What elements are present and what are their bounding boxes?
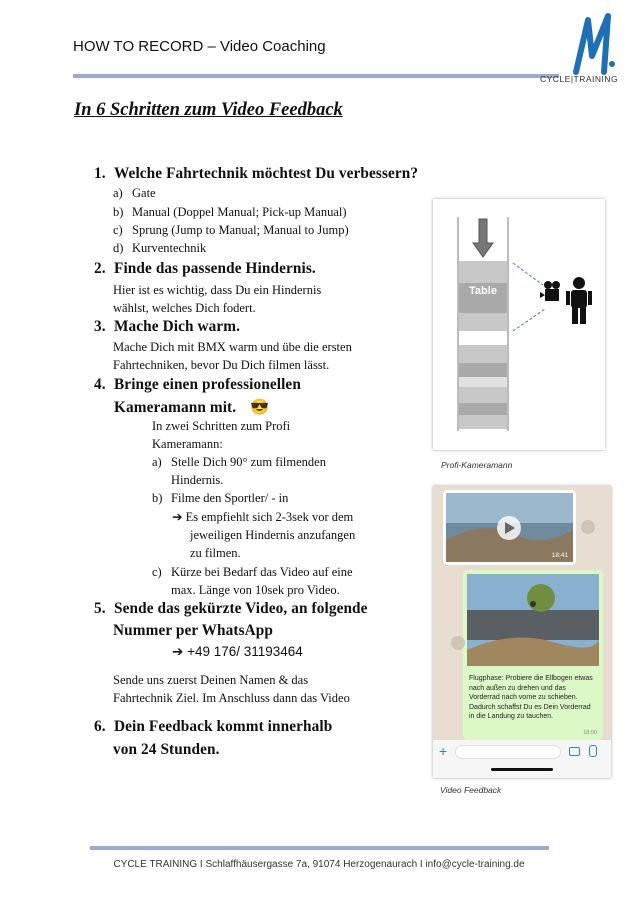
- header-title: HOW TO RECORD – Video Coaching: [73, 38, 326, 55]
- header-divider: [73, 74, 559, 78]
- step-3-body: Mache Dich mit BMX warm und übe die ersten Fahrtechniken, bevor Du Dich filmen lässt.: [113, 340, 352, 372]
- whatsapp-feedback-screenshot: [433, 486, 611, 778]
- video-duration: 18:41: [551, 552, 568, 559]
- forward-icon: [451, 636, 465, 650]
- video-message: [443, 490, 576, 565]
- footer-contact: CYCLE TRAINING I Schlaffhäusergasse 7a, 91074 Herzogenaurach I info@cycle-training.de: [113, 859, 525, 870]
- arrow-right-icon: ➔: [172, 510, 183, 524]
- step-5-body: Sende uns zuerst Deinen Namen & das Fahrtechnik Ziel. Im Anschluss dann das Video: [113, 673, 350, 705]
- list-item: a) Stelle Dich 90° zum filmenden Hindernis.: [152, 455, 326, 487]
- step-4-heading: 4. Bringe einen professionellen: [94, 376, 301, 393]
- chat-input-bar: [433, 740, 611, 778]
- step-5-heading-line2: Nummer per WhatsApp: [113, 622, 273, 639]
- step-number: 1.: [94, 165, 106, 182]
- list-item: d) Kurventechnik: [113, 241, 207, 255]
- figure-1-caption: Profi-Kameramann: [441, 460, 513, 470]
- step-5-heading: 5. Sende das gekürzte Video, an folgende: [94, 600, 368, 617]
- phone-number: ➔ +49 176/ 31193464: [172, 644, 303, 659]
- forward-icon: [581, 520, 595, 534]
- footer-divider: [90, 846, 549, 850]
- step-4-note: ➔ Es empfiehlt sich 2-3sek vor dem jeweiligen Hindernis anzufangen zu filmen.: [172, 510, 356, 560]
- step-3-heading: 3. Mache Dich warm.: [94, 318, 241, 335]
- step-2-body: Hier ist es wichtig, dass Du ein Hindernis wählst, welches Dich fodert.: [113, 283, 322, 315]
- step-4-intro: In zwei Schritten zum Profi Kameramann:: [152, 419, 291, 451]
- message-time: 18:00: [583, 730, 597, 736]
- attach-plus-icon[interactable]: +: [439, 743, 448, 759]
- list-item: c) Kürze bei Bedarf das Video auf eine max. Länge von 10sek pro Video.: [152, 565, 353, 597]
- sunglasses-emoji-icon: 😎: [250, 399, 270, 416]
- step-title: Welche Fahrtechnik möchtest Du verbessern?: [114, 165, 419, 182]
- list-item: b) Manual (Doppel Manual; Pick-up Manual): [113, 205, 347, 219]
- camera-icon[interactable]: [569, 747, 580, 756]
- step-4-heading-line2: Kameramann mit. 😎: [114, 399, 270, 416]
- table-label: Table: [469, 285, 497, 297]
- step-6-heading-line2: von 24 Stunden.: [113, 741, 220, 758]
- feedback-text: Flugphase: Probiere die Ellbogen etwas nach außen zu drehen und das Vorderrad nach vorne zu schieben. Dadurch schaffst Du es Dein Vorderrad in die Landung zu tauchen.: [469, 675, 593, 720]
- camera-position-diagram: [433, 199, 605, 450]
- step-2-heading: 2. Finde das passende Hindernis.: [94, 260, 316, 277]
- home-indicator: [491, 768, 553, 771]
- arrow-right-icon: ➔: [172, 644, 184, 659]
- microphone-icon[interactable]: [589, 745, 597, 757]
- document-title: In 6 Schritten zum Video Feedback: [74, 100, 343, 120]
- figure-2-caption: Video Feedback: [440, 785, 502, 795]
- list-item: b) Filme den Sportler/ - in: [152, 491, 289, 505]
- step-1-heading: [94, 165, 418, 183]
- step-6-heading: 6. Dein Feedback kommt innerhalb: [94, 718, 333, 735]
- logo-text: CYCLE|TRAINING: [540, 74, 619, 84]
- list-item: a) Gate: [113, 186, 156, 200]
- message-input[interactable]: [455, 745, 561, 759]
- list-item: c) Sprung (Jump to Manual; Manual to Jump): [113, 223, 349, 237]
- feedback-message: [463, 570, 603, 740]
